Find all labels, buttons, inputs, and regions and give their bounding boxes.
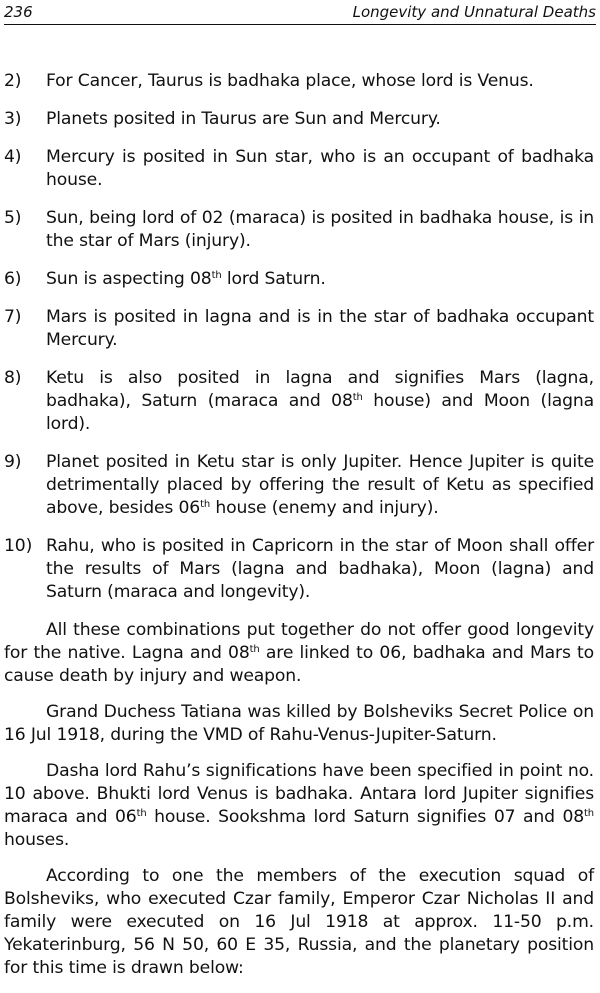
page-header <box>4 2 596 25</box>
list-item-number: 2) <box>4 71 22 91</box>
paragraph <box>4 760 594 852</box>
paragraph <box>4 865 594 980</box>
list-item-number: 5) <box>4 208 22 228</box>
text-run: are linked to 06, badhaka and Mars to cause death by injury and weapon. <box>4 643 595 686</box>
text-run: All these combinations put together do not offer good longevity for the native. Lagna and 08 <box>4 620 594 663</box>
list-item-number: 4) <box>4 147 22 167</box>
text-run: Mars is posited in lagna and is in the star of badhaka occupant Mercury. <box>46 307 594 350</box>
paragraph <box>4 619 594 688</box>
list-item-text <box>46 535 594 604</box>
text-run: Sun is aspecting 08 <box>46 269 212 289</box>
list-item-text <box>46 146 594 192</box>
superscript: th <box>249 644 260 655</box>
text-run: house (enemy and injury). <box>210 498 439 518</box>
list-item-text <box>46 70 594 93</box>
body-paragraphs <box>4 619 594 980</box>
list-item-number: 3) <box>4 109 22 129</box>
text-run: Ketu is also posited in lagna and signifies Mars (lagna, badhaka), Saturn (maraca and 08 <box>46 368 594 411</box>
text-run: Planet posited in Ketu star is only Jupiter. Hence Jupiter is quite detrimentally placed by offering the result of Ketu as specified above, besides 06 <box>46 452 594 518</box>
paragraph <box>4 701 594 747</box>
text-run: Sun, being lord of 02 (maraca) is posited in badhaka house, is in the star of Mars (injury). <box>46 208 594 251</box>
text-run: house) and Moon (lagna lord). <box>46 391 594 434</box>
list-item-text <box>46 367 594 436</box>
text-run: According to one the members of the execution squad of Bolsheviks, who executed Czar family, Emperor Czar Nicholas II and family were executed on 16 Jul 1918 at approx. 11-50 p.m. Yekaterinburg, 56 N 50, 60 E 35, Russia, and the planetary position for this time is drawn below: <box>4 866 594 978</box>
list-item <box>4 268 594 291</box>
page-number: 236 <box>4 3 33 21</box>
superscript: th <box>200 499 211 510</box>
text-run: Dasha lord Rahu’s significations have been specified in point no. 10 above. Bhukti lord Venus is badhaka. Antara lord Jupiter signifies maraca and 06 <box>4 761 594 827</box>
list-item-number: 7) <box>4 307 22 327</box>
list-item-number: 10) <box>4 536 33 556</box>
text-run: Planets posited in Taurus are Sun and Mercury. <box>46 109 441 129</box>
superscript: th <box>211 270 222 281</box>
list-item-number: 8) <box>4 368 22 388</box>
text-run: houses. <box>4 830 70 850</box>
list-item <box>4 146 594 192</box>
superscript: th <box>136 808 147 819</box>
list-item <box>4 535 594 604</box>
text-run: For Cancer, Taurus is badhaka place, whose lord is Venus. <box>46 71 534 91</box>
text-run: Mercury is posited in Sun star, who is an occupant of badhaka house. <box>46 147 594 190</box>
list-item-number: 6) <box>4 269 22 289</box>
page-content <box>4 70 594 993</box>
list-item-text <box>46 306 594 352</box>
list-item-text <box>46 268 594 291</box>
list-item-text <box>46 207 594 253</box>
numbered-list <box>4 70 594 604</box>
list-item-text <box>46 451 594 520</box>
superscript: th <box>584 808 594 819</box>
running-title: Longevity and Unnatural Deaths <box>352 3 596 21</box>
text-run: Rahu, who is posited in Capricorn in the star of Moon shall offer the results of Mars (lagna and badhaka), Moon (lagna) and Saturn (maraca and longevity). <box>46 536 594 602</box>
list-item <box>4 306 594 352</box>
list-item <box>4 207 594 253</box>
superscript: th <box>352 392 363 403</box>
text-run: Grand Duchess Tatiana was killed by Bolsheviks Secret Police on 16 Jul 1918, during the VMD of Rahu-Venus-Jupiter-Saturn. <box>4 702 594 745</box>
text-run: lord Saturn. <box>221 269 326 289</box>
list-item <box>4 70 594 93</box>
list-item-number: 9) <box>4 452 22 472</box>
text-run: house. Sookshma lord Saturn signifies 07 and 08 <box>146 807 585 827</box>
list-item <box>4 367 594 436</box>
list-item <box>4 451 594 520</box>
list-item-text <box>46 108 594 131</box>
list-item <box>4 108 594 131</box>
